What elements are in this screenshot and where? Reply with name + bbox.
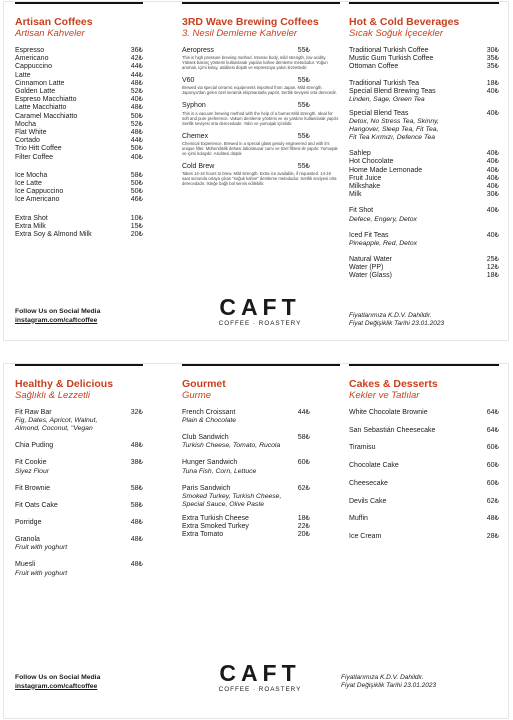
item-name: Special Blend Brewing Teas xyxy=(349,87,436,95)
menu-item xyxy=(15,88,143,96)
item-name: Special Blend Teas xyxy=(349,110,409,118)
social-follow xyxy=(15,308,100,325)
menu-item xyxy=(15,96,143,104)
hot-cold-section xyxy=(349,16,499,280)
item-name: Latte Macchiatto xyxy=(15,104,67,112)
item-name: Traditional Turkish Coffee xyxy=(349,47,429,54)
item-name: Extra Turkish Cheese xyxy=(182,514,249,522)
item-price: 18₺ xyxy=(297,514,310,522)
item-name: Americano xyxy=(15,55,49,63)
menu-item xyxy=(15,72,143,80)
item-price: 55₺ xyxy=(297,102,310,110)
section-subtitle: Gurme xyxy=(182,390,212,401)
item-price: 48₺ xyxy=(130,129,143,137)
menu-item xyxy=(349,427,499,435)
item-name: Extra Smoked Turkey xyxy=(182,523,249,531)
item-name: Flat White xyxy=(15,129,47,137)
menu-item xyxy=(349,444,499,452)
item-price: 44₺ xyxy=(130,137,143,145)
item-price: 58₺ xyxy=(297,434,310,442)
item-price: 55₺ xyxy=(297,132,310,140)
brew-method xyxy=(182,102,340,125)
item-price: 40₺ xyxy=(486,183,499,191)
gourmet-section xyxy=(182,378,340,539)
menu-item xyxy=(182,459,310,467)
item-list xyxy=(15,409,143,578)
item-subtitle: Siyez Flour xyxy=(15,467,49,475)
item-price: 20₺ xyxy=(297,531,310,539)
section-subtitle: Sağlıklı & Lezzetli xyxy=(15,390,90,401)
item-subtitle: Fruit with yoghurt xyxy=(15,569,68,577)
menu-item xyxy=(15,113,143,121)
item-name: Traditional Turkish Tea xyxy=(349,79,420,87)
item-price: 15₺ xyxy=(130,222,143,230)
item-list xyxy=(349,80,499,96)
item-price: 48₺ xyxy=(130,519,143,527)
menu-item xyxy=(15,459,143,467)
item-subtitle: Linden, Sage, Green Tea xyxy=(349,96,425,104)
section-title: Gourmet xyxy=(182,378,226,390)
item-price: 40₺ xyxy=(486,110,499,118)
item-list xyxy=(349,47,499,72)
artisan-coffees-section xyxy=(15,16,143,239)
item-price: 40₺ xyxy=(130,96,143,104)
item-name: Fit Raw Bar xyxy=(15,409,52,416)
item-price: 62₺ xyxy=(486,497,499,505)
item-price: 22₺ xyxy=(297,523,310,531)
menu-item xyxy=(349,272,499,280)
item-subtitle: Tuna Fish, Corn, Lettuce xyxy=(182,467,257,475)
menu-entry xyxy=(15,502,143,510)
column-rule xyxy=(182,364,340,366)
menu-item xyxy=(15,180,143,188)
section-subtitle: Sıcak Soğuk İçecekler xyxy=(349,28,443,39)
item-price: 48₺ xyxy=(486,515,499,523)
item-name: Sahlep xyxy=(349,150,371,158)
item-name: Paris Sandwich xyxy=(182,484,231,492)
brew-method xyxy=(182,47,340,70)
item-name: Water (PP) xyxy=(349,264,384,272)
item-name: Fit Cookie xyxy=(15,459,47,467)
menu-entry xyxy=(182,485,340,509)
item-name: Muesli xyxy=(15,561,36,569)
follow-text: Follow Us on Social Media xyxy=(15,674,101,681)
brew-method xyxy=(182,163,340,186)
item-name: Cortado xyxy=(15,137,40,145)
logo-wordmark: CAFT xyxy=(219,294,301,320)
menu-item xyxy=(182,133,310,141)
item-price: 48₺ xyxy=(130,442,143,450)
item-name: Espreso Macchiatto xyxy=(15,96,77,104)
item-name: Muffin xyxy=(349,515,368,523)
item-price: 40₺ xyxy=(130,153,143,161)
menu-item xyxy=(15,561,143,569)
menu-item xyxy=(15,121,143,129)
item-price: 30₺ xyxy=(486,191,499,199)
item-name: Cold Brew xyxy=(182,162,215,170)
item-name: Cinnamon Latte xyxy=(15,79,65,87)
menu-item xyxy=(349,480,499,488)
menu-item xyxy=(349,498,499,506)
menu-item xyxy=(349,183,499,191)
caft-logo xyxy=(205,660,315,694)
item-name: V60 xyxy=(182,77,195,85)
section-title: Cakes & Desserts xyxy=(349,378,438,390)
menu-item xyxy=(15,409,143,417)
item-list xyxy=(182,47,340,186)
item-name: Extra Milk xyxy=(15,222,46,230)
item-name: Fruit Juice xyxy=(349,174,382,182)
item-price: 40₺ xyxy=(486,207,499,215)
caft-logo xyxy=(205,294,315,328)
item-price: 55₺ xyxy=(297,47,310,54)
item-price: 60₺ xyxy=(486,479,499,487)
item-price: 44₺ xyxy=(130,63,143,71)
item-name: Caramel Macchiatto xyxy=(15,112,78,120)
item-price: 30₺ xyxy=(486,47,499,54)
item-name: Cappuccino xyxy=(15,63,52,71)
price-note xyxy=(341,674,436,690)
item-price: 58₺ xyxy=(130,171,143,179)
item-subtitle: Fit Tea Kırmızı, Defence Tea xyxy=(349,134,436,142)
instagram-link[interactable]: instagram.com/caftcoffee xyxy=(15,316,98,324)
menu-item xyxy=(15,137,143,145)
price-date-note: Fiyat Değişiklik Tarihi 23.01.2023 xyxy=(341,682,437,689)
item-price: 20₺ xyxy=(130,231,143,239)
item-price: 50₺ xyxy=(130,145,143,153)
item-subtitle: Special Sauce, Olive Paste xyxy=(182,500,264,508)
item-price: 62₺ xyxy=(297,484,310,492)
item-name: Ice Cappuccino xyxy=(15,188,64,196)
menu-item xyxy=(349,80,499,88)
menu-item xyxy=(182,409,310,417)
follow-text: Follow Us on Social Media xyxy=(15,308,101,315)
item-price: 25₺ xyxy=(486,255,499,263)
menu-item xyxy=(15,188,143,196)
menu-entry xyxy=(15,459,143,475)
section-title: 3RD Wave Brewing Coffees xyxy=(182,16,319,28)
item-price: 50₺ xyxy=(130,180,143,188)
item-price: 40₺ xyxy=(486,150,499,158)
section-title: Healthy & Delicious xyxy=(15,378,114,390)
item-name: Golden Latte xyxy=(15,88,56,96)
item-price: 52₺ xyxy=(130,88,143,96)
item-price: 42₺ xyxy=(130,55,143,63)
item-name: Trio Hitt Coffee xyxy=(15,145,62,153)
menu-item xyxy=(15,485,143,493)
item-price: 55₺ xyxy=(297,77,310,85)
menu-item xyxy=(15,63,143,71)
item-name: Fit Brownie xyxy=(15,484,51,492)
item-price: 36₺ xyxy=(130,47,143,54)
item-price: 64₺ xyxy=(486,426,499,434)
item-name: San Sebastián Cheesecake xyxy=(349,426,436,434)
item-list xyxy=(349,409,499,541)
menu-item xyxy=(349,264,499,272)
item-subtitle: Detox, No Stress Tea, Skinny, xyxy=(349,118,439,126)
item-price: 58₺ xyxy=(130,501,143,509)
brew-description: This is a vacuum brewing method with the help of a burner.Mild strength. Ideal for soft and pure preference. Vakum demleme yöntemi ve ısı yardımı kullanılarak yapılır. Sertlik seviyesi orta derecedadır. Yalın ve yumuşak içimlidir. xyxy=(182,110,340,126)
item-name: Ice Latte xyxy=(15,180,42,188)
logo-tagline: COFFEE · ROASTERY xyxy=(218,686,302,693)
item-price: 50₺ xyxy=(130,112,143,120)
menu-page-drinks xyxy=(4,2,508,340)
item-name: Filter Coffee xyxy=(15,153,53,161)
menu-item xyxy=(15,215,143,223)
item-name: Milk xyxy=(349,191,362,199)
menu-item xyxy=(349,256,499,264)
item-name: Cheesecake xyxy=(349,479,388,487)
brew-description: This is high pressure brewing method. Intense body, mild strength, low acidity. Yüksek basınç yöntemi kullanılarak yapılan kahve demleme metodudur. Yoğun aromalı, içimi kolay, asiditesi düşük ve espressoya yakın lezzettedir. xyxy=(182,55,328,71)
item-name: Water (Glass) xyxy=(349,272,392,280)
menu-item xyxy=(349,167,499,175)
item-list xyxy=(15,215,143,240)
item-name: Latte xyxy=(15,71,31,79)
item-name: Tiramisu xyxy=(349,444,376,452)
menu-item xyxy=(349,47,499,55)
item-price: 58₺ xyxy=(130,484,143,492)
menu-item xyxy=(349,232,499,240)
item-name: Fit Shot xyxy=(349,207,374,215)
column-rule xyxy=(182,2,340,4)
menu-item xyxy=(349,55,499,63)
brew-method xyxy=(182,77,340,95)
menu-item xyxy=(15,442,143,450)
menu-entry xyxy=(15,536,143,552)
menu-item xyxy=(349,110,499,118)
item-name: Ottoman Coffee xyxy=(349,63,399,71)
item-list xyxy=(349,150,499,199)
item-name: Iced Fit Teas xyxy=(349,231,389,239)
menu-item xyxy=(15,129,143,137)
column-rule xyxy=(15,364,143,366)
item-subtitle: Defece, Engery, Detox xyxy=(349,215,417,223)
item-name: Chemex xyxy=(182,132,209,140)
menu-entry xyxy=(15,561,143,577)
menu-item xyxy=(15,145,143,153)
column-rule xyxy=(15,2,143,4)
menu-item xyxy=(349,158,499,166)
menu-item xyxy=(15,536,143,544)
column-rule xyxy=(349,2,499,4)
menu-item xyxy=(182,485,310,493)
menu-item xyxy=(349,462,499,470)
brew-description: Brewed via special ceramic equipments imported from Japan. Mild strength. Japonya'dan gelen özel seramik ekipmanlarla yapılır. Sertlik seviyesi orta derecedir. xyxy=(182,85,337,96)
column-rule xyxy=(349,364,499,366)
brew-method xyxy=(182,133,340,156)
menu-entry xyxy=(15,442,143,450)
item-name: Granola xyxy=(15,536,40,544)
menu-item xyxy=(182,515,310,523)
item-name: Ice Mocha xyxy=(15,171,48,179)
menu-item xyxy=(349,150,499,158)
item-subtitle: Plain & Chocolate xyxy=(182,417,237,425)
item-subtitle: Almond, Coconut, "Vegan xyxy=(15,425,93,433)
menu-item xyxy=(15,55,143,63)
item-name: Extra Tomato xyxy=(182,531,224,539)
item-name: Milkshake xyxy=(349,183,381,191)
price-note xyxy=(349,312,444,328)
item-list xyxy=(15,172,143,205)
item-name: Extra Soy & Almond Milk xyxy=(15,231,92,239)
item-price: 40₺ xyxy=(486,87,499,95)
item-list xyxy=(349,256,499,281)
menu-item xyxy=(182,102,310,110)
item-price: 48₺ xyxy=(130,536,143,544)
item-price: 40₺ xyxy=(486,158,499,166)
menu-item xyxy=(15,80,143,88)
item-price: 32₺ xyxy=(130,409,143,416)
menu-item xyxy=(182,434,310,442)
item-price: 12₺ xyxy=(486,264,499,272)
menu-entry xyxy=(182,409,340,425)
item-name: Extra Shot xyxy=(15,214,48,222)
item-price: 40₺ xyxy=(486,231,499,239)
menu-item xyxy=(349,409,499,417)
item-name: Porridge xyxy=(15,519,42,527)
menu-item xyxy=(15,104,143,112)
menu-item xyxy=(349,88,499,96)
menu-item xyxy=(15,172,143,180)
item-price: 18₺ xyxy=(486,272,499,280)
menu-item xyxy=(15,519,143,527)
menu-item xyxy=(15,47,143,55)
item-price: 44₺ xyxy=(130,71,143,79)
item-name: Fit Oats Cake xyxy=(15,501,58,509)
menu-item xyxy=(349,175,499,183)
menu-item xyxy=(15,196,143,204)
item-list xyxy=(15,47,143,162)
item-subtitle: Pineapple, Red, Detox xyxy=(349,239,418,247)
menu-entry xyxy=(15,409,143,433)
instagram-link[interactable]: instagram.com/caftcoffee xyxy=(15,682,98,690)
menu-item xyxy=(15,231,143,239)
menu-item xyxy=(349,533,499,541)
menu-entry xyxy=(182,459,340,475)
item-price: 18₺ xyxy=(486,79,499,87)
menu-item xyxy=(182,163,310,171)
item-name: White Chocolate Brownie xyxy=(349,409,428,416)
item-price: 48₺ xyxy=(130,561,143,569)
section-subtitle: 3. Nesil Demleme Kahveler xyxy=(182,28,298,39)
brew-description: Takes 14-16 hours to brew. Mild strength. Extra ice available, if requested. 14-16 saat sonunda ortaya çıkan "soğuk kahve" demleme metodudur. Sertlik seviyesi orta derecedadır. İsteğe bağlı bol servis edilebilir. xyxy=(182,171,337,187)
item-name: Mocha xyxy=(15,120,37,128)
item-price: 52₺ xyxy=(130,120,143,128)
item-subtitle: Turkish Cheese, Tomato, Rucola xyxy=(182,442,281,450)
item-price: 60₺ xyxy=(486,462,499,470)
item-name: Aeropress xyxy=(182,47,214,54)
item-price: 28₺ xyxy=(486,532,499,540)
item-name: French Croissant xyxy=(182,409,236,416)
item-list xyxy=(182,515,340,540)
menu-item xyxy=(349,63,499,71)
item-name: Ice Cream xyxy=(349,532,382,540)
item-name: Devils Cake xyxy=(349,497,387,505)
item-name: Home Made Lemonade xyxy=(349,166,423,174)
item-subtitle: Fig, Dates, Apricot, Walnut, xyxy=(15,417,98,425)
section-title: Artisan Coffees xyxy=(15,16,93,28)
menu-item xyxy=(15,502,143,510)
item-name: Natural Water xyxy=(349,255,392,263)
menu-item xyxy=(182,47,310,55)
item-price: 48₺ xyxy=(130,104,143,112)
item-price: 44₺ xyxy=(297,409,310,416)
item-list xyxy=(182,409,340,509)
item-subtitle: Smoked Turkey, Turkish Cheese, xyxy=(182,492,282,500)
menu-entry xyxy=(15,485,143,493)
brew-description: Chemical Experience. Brewed in a special glass gesuly engineered and with it's unique filter. Mühendislik dehası laboratuvar camı ve özel filtresi ile yapılır. Yumuşak ve içimi kolaydır. Asiditesi düşük xyxy=(182,140,338,156)
menu-item xyxy=(182,531,310,539)
item-subtitle: Hangover, Sleep Tea, Fit Tea, xyxy=(349,126,439,134)
item-price: 40₺ xyxy=(486,166,499,174)
menu-item xyxy=(349,191,499,199)
social-follow xyxy=(15,674,100,691)
item-price: 35₺ xyxy=(486,63,499,71)
item-name: Club Sandwich xyxy=(182,434,229,442)
item-price: 48₺ xyxy=(130,79,143,87)
menu-item xyxy=(349,515,499,523)
item-name: Espresso xyxy=(15,47,45,54)
item-price: 55₺ xyxy=(297,162,310,170)
vat-note: Fiyatlarımıza K.D.V. Dahildir. xyxy=(349,312,432,319)
menu-page-food xyxy=(4,364,508,718)
item-name: Mustic Gum Turkish Coffee xyxy=(349,55,434,63)
item-price: 38₺ xyxy=(130,459,143,467)
menu-item xyxy=(182,523,310,531)
menu-entry xyxy=(182,434,340,450)
menu-item xyxy=(15,223,143,231)
logo-wordmark: CAFT xyxy=(219,660,301,686)
item-name: Ice Americano xyxy=(15,196,60,204)
item-price: 60₺ xyxy=(297,459,310,467)
item-price: 50₺ xyxy=(130,188,143,196)
item-price: 60₺ xyxy=(486,444,499,452)
item-name: Chia Puding xyxy=(15,442,54,450)
third-wave-section xyxy=(182,16,340,186)
menu-item xyxy=(182,77,310,85)
section-title: Hot & Cold Beverages xyxy=(349,16,460,28)
healthy-section xyxy=(15,378,143,578)
price-date-note: Fiyat Değişiklik Tarihi 23.01.2023 xyxy=(349,320,445,327)
menu-entry xyxy=(15,519,143,527)
item-name: Hot Chocolate xyxy=(349,158,394,166)
item-price: 64₺ xyxy=(486,409,499,416)
item-name: Syphon xyxy=(182,102,206,110)
menu-item xyxy=(15,154,143,162)
item-price: 40₺ xyxy=(486,174,499,182)
section-subtitle: Kekler ve Tatlılar xyxy=(349,390,420,401)
section-subtitle: Artisan Kahveler xyxy=(15,28,85,39)
logo-tagline: COFFEE · ROASTERY xyxy=(218,320,302,327)
item-price: 10₺ xyxy=(130,214,143,222)
item-name: Hunger Sandwich xyxy=(182,459,238,467)
vat-note: Fiyatlarımıza K.D.V. Dahildir. xyxy=(341,674,424,681)
item-subtitle: Fruit with yoghurt xyxy=(15,544,68,552)
item-name: Chocolate Cake xyxy=(349,462,399,470)
cakes-section xyxy=(349,378,499,541)
item-price: 35₺ xyxy=(486,55,499,63)
item-price: 46₺ xyxy=(130,196,143,204)
menu-item xyxy=(349,207,499,215)
